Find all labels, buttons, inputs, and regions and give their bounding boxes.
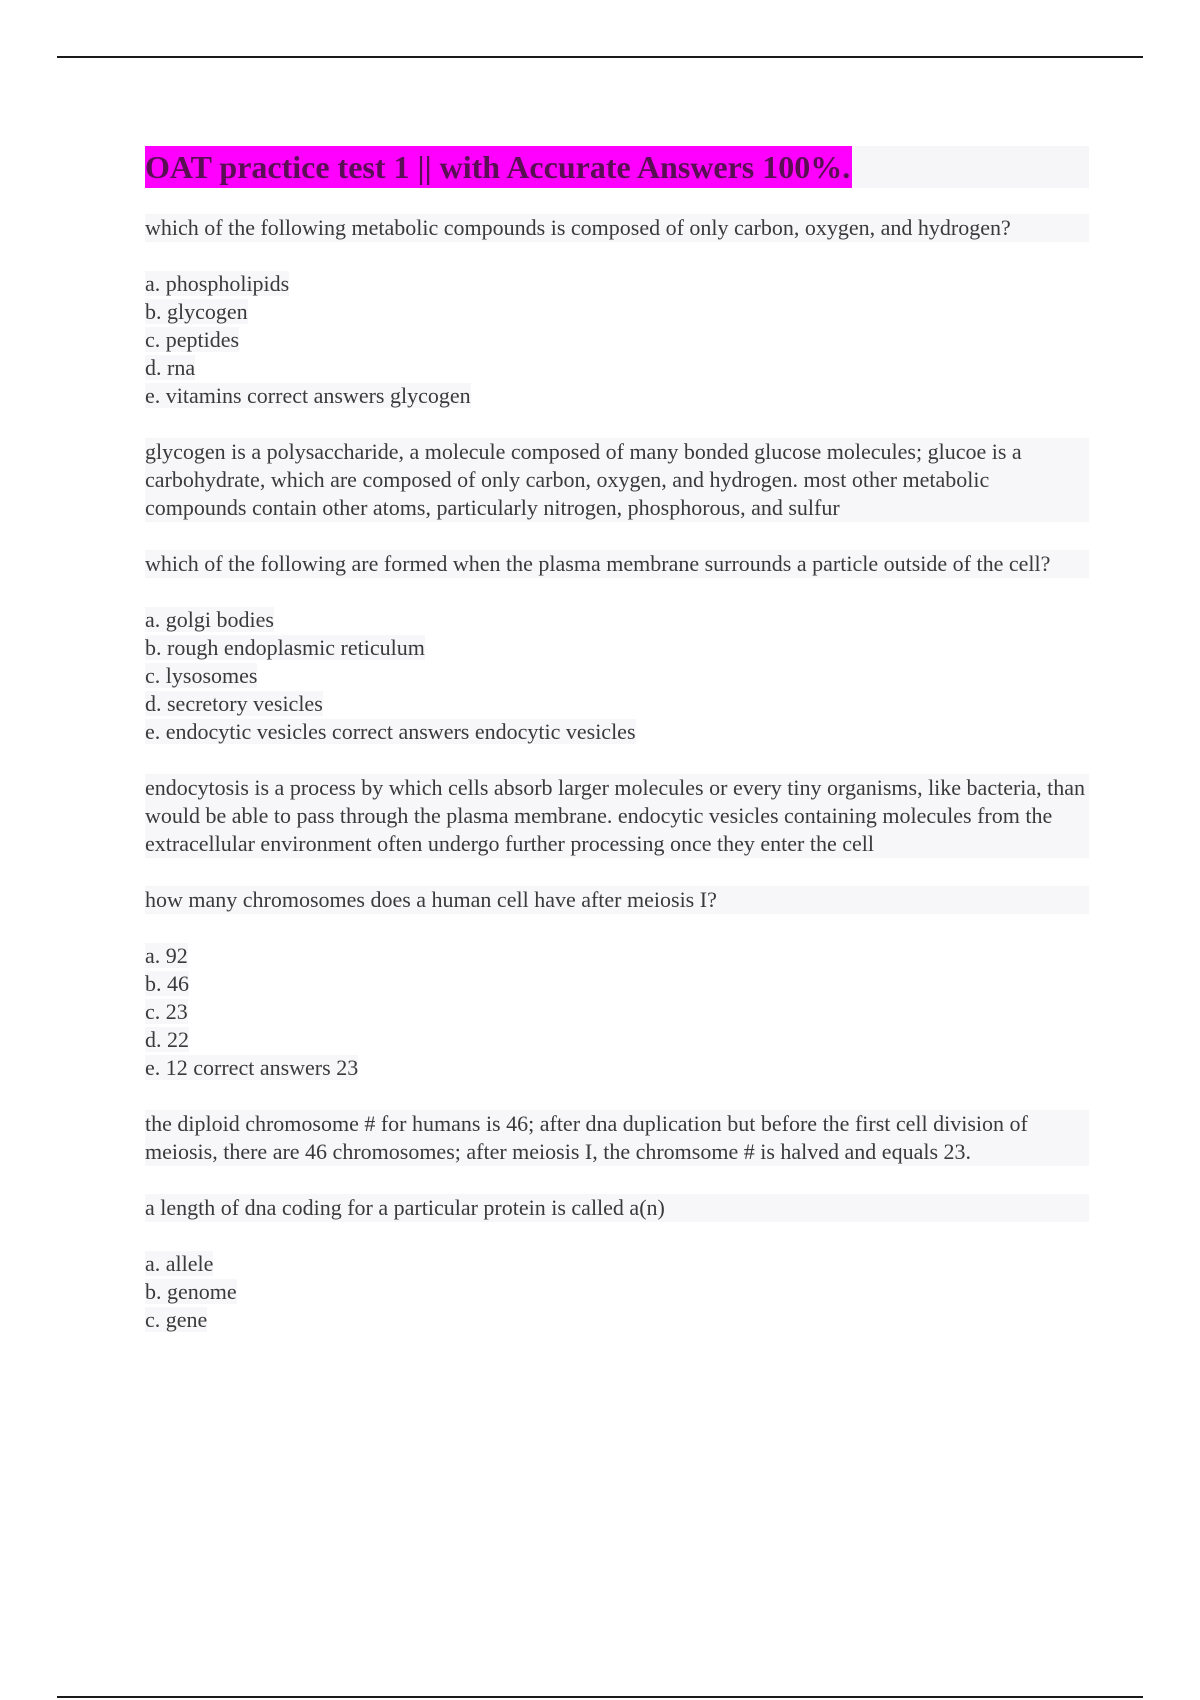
explanation-2: endocytosis is a process by which cells absorb larger molecules or every tiny organisms, like bacteria, than would be able to pass through the plasma membrane. endocytic vesicles containing molecules from the extracellular environment often undergo further processing once they enter the cell — [145, 774, 1089, 858]
bottom-rule — [57, 1696, 1143, 1698]
document-body — [145, 146, 1089, 1362]
option-2a: a. golgi bodies — [145, 607, 274, 632]
options-2 — [145, 606, 1089, 746]
option-2d: d. secretory vesicles — [145, 691, 323, 716]
option-3b: b. 46 — [145, 971, 189, 996]
option-3a: a. 92 — [145, 943, 188, 968]
option-1b: b. glycogen — [145, 299, 248, 324]
options-4 — [145, 1250, 1089, 1334]
option-3c: c. 23 — [145, 999, 188, 1024]
option-2e: e. endocytic vesicles correct answers endocytic vesicles — [145, 719, 636, 744]
options-1 — [145, 270, 1089, 410]
top-rule — [57, 56, 1143, 58]
title-band — [145, 146, 1089, 188]
option-3d: d. 22 — [145, 1027, 189, 1052]
option-1d: d. rna — [145, 355, 196, 380]
option-1a: a. phospholipids — [145, 271, 290, 296]
option-4a: a. allele — [145, 1251, 214, 1276]
question-1: which of the following metabolic compounds is composed of only carbon, oxygen, and hydrogen? — [145, 214, 1089, 242]
option-3e: e. 12 correct answers 23 — [145, 1055, 359, 1080]
option-2c: c. lysosomes — [145, 663, 258, 688]
question-4: a length of dna coding for a particular protein is called a(n) — [145, 1194, 1089, 1222]
question-2: which of the following are formed when the plasma membrane surrounds a particle outside of the cell? — [145, 550, 1089, 578]
options-3 — [145, 942, 1089, 1082]
explanation-1: glycogen is a polysaccharide, a molecule composed of many bonded glucose molecules; glucoe is a carbohydrate, which are composed of only carbon, oxygen, and hydrogen. most other metabolic compounds contain other atoms, particularly nitrogen, phosphorous, and sulfur — [145, 438, 1089, 522]
document-title: OAT practice test 1 || with Accurate Answers 100%. — [145, 146, 852, 188]
question-3: how many chromosomes does a human cell have after meiosis I? — [145, 886, 1089, 914]
option-4b: b. genome — [145, 1279, 237, 1304]
option-1c: c. peptides — [145, 327, 240, 352]
option-4c: c. gene — [145, 1307, 208, 1332]
option-2b: b. rough endoplasmic reticulum — [145, 635, 425, 660]
option-1e: e. vitamins correct answers glycogen — [145, 383, 471, 408]
explanation-3: the diploid chromosome # for humans is 46; after dna duplication but before the first cell division of meiosis, there are 46 chromosomes; after meiosis I, the chromsome # is halved and equals 23. — [145, 1110, 1089, 1166]
